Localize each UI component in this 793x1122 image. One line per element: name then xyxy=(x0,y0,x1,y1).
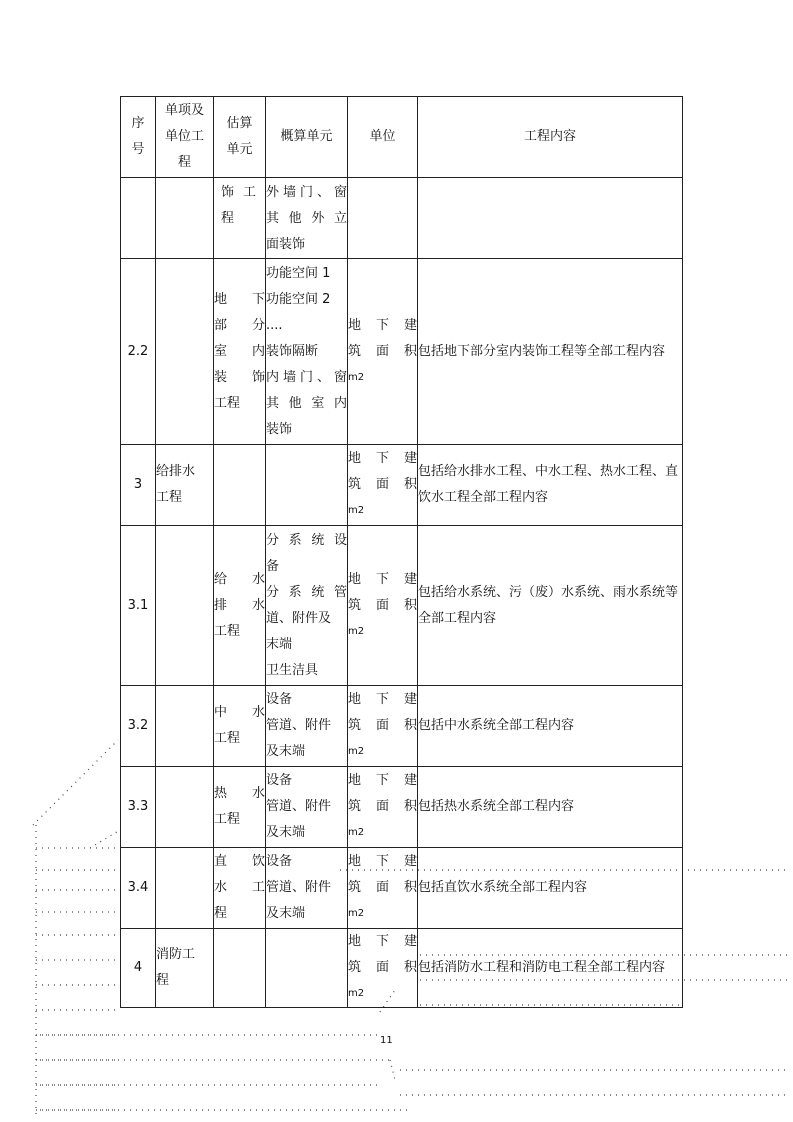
estimate-cell xyxy=(214,445,266,526)
estimate-cell: 给水 排水 工程 xyxy=(214,526,266,686)
item-cell xyxy=(156,686,214,767)
content-cell: 包括直饮水系统全部工程内容 xyxy=(418,848,683,929)
unit-cell: 地下建 筑面积 m2 xyxy=(348,686,418,767)
estimate-cell: 直饮 水工 程 xyxy=(214,848,266,929)
item-cell xyxy=(156,259,214,445)
seq-cell: 3.2 xyxy=(121,686,156,767)
unit-cell: 地下建 筑面积 m2 xyxy=(348,848,418,929)
dotted-leader-line xyxy=(33,740,118,825)
seq-cell: 3.3 xyxy=(121,767,156,848)
unit-cell: 地下建 筑面积 m2 xyxy=(348,929,418,1008)
content-cell: 包括给水系统、污（废）水系统、雨水系统等全部工程内容 xyxy=(418,526,683,686)
table-row xyxy=(121,767,683,848)
budget-unit-cell: 设备 管道、附件 及末端 xyxy=(266,767,348,848)
budget-unit-cell xyxy=(266,929,348,1008)
table-row xyxy=(121,686,683,767)
item-cell xyxy=(156,848,214,929)
unit-cell: 地下建 筑面积 m2 xyxy=(348,259,418,445)
seq-cell xyxy=(121,178,156,259)
table-row xyxy=(121,259,683,445)
seq-cell: 2.2 xyxy=(121,259,156,445)
table-row xyxy=(121,848,683,929)
item-cell: 给排水工程 xyxy=(156,445,214,526)
seq-cell: 3.1 xyxy=(121,526,156,686)
seq-cell: 3 xyxy=(121,445,156,526)
budget-unit-cell: 外墙门、窗 其他外立 面装饰 xyxy=(266,178,348,259)
seq-cell: 4 xyxy=(121,929,156,1008)
estimate-table xyxy=(120,96,683,1008)
dotted-leader-line xyxy=(90,830,120,848)
dotted-leader-line xyxy=(390,1060,395,1080)
item-cell xyxy=(156,178,214,259)
budget-unit-cell: 设备 管道、附件 及末端 xyxy=(266,848,348,929)
table-header-row xyxy=(121,97,683,178)
unit-cell: 地下建 筑面积 m2 xyxy=(348,526,418,686)
unit-cell: 地下建 筑面积 m2 xyxy=(348,445,418,526)
estimate-cell: 饰工 程 xyxy=(214,178,266,259)
estimate-cell xyxy=(214,929,266,1008)
seq-cell: 3.4 xyxy=(121,848,156,929)
table-row xyxy=(121,445,683,526)
header-unit: 单位 xyxy=(348,97,418,178)
content-cell: 包括中水系统全部工程内容 xyxy=(418,686,683,767)
header-content: 工程内容 xyxy=(418,97,683,178)
budget-unit-cell: 功能空间 1 功能空间 2 .... 装饰隔断 内墙门、窗 其他室内 装饰 xyxy=(266,259,348,445)
estimate-cell: 地下 部分 室内 装饰 工程 xyxy=(214,259,266,445)
unit-cell xyxy=(348,178,418,259)
header-item: 单项及 单位工 程 xyxy=(156,97,214,178)
header-budget-unit: 概算单元 xyxy=(266,97,348,178)
budget-unit-cell: 设备 管道、附件 及末端 xyxy=(266,686,348,767)
header-seq: 序 号 xyxy=(121,97,156,178)
table-row xyxy=(121,178,683,259)
page-number: 11 xyxy=(380,1035,393,1046)
estimate-cell: 中水 工程 xyxy=(214,686,266,767)
table-row xyxy=(121,929,683,1008)
content-cell: 包括热水系统全部工程内容 xyxy=(418,767,683,848)
content-cell: 包括消防水工程和消防电工程全部工程内容 xyxy=(418,929,683,1008)
estimate-cell: 热水 工程 xyxy=(214,767,266,848)
content-cell: 包括给水排水工程、中水工程、热水工程、直饮水工程全部工程内容 xyxy=(418,445,683,526)
budget-unit-cell: 分系统设 备 分系统管 道、附件及 末端 卫生洁具 xyxy=(266,526,348,686)
content-cell: 包括地下部分室内装饰工程等全部工程内容 xyxy=(418,259,683,445)
header-estimate-unit: 估算 单元 xyxy=(214,97,266,178)
unit-cell: 地下建 筑面积 m2 xyxy=(348,767,418,848)
table-row xyxy=(121,526,683,686)
content-cell xyxy=(418,178,683,259)
item-cell xyxy=(156,526,214,686)
budget-unit-cell xyxy=(266,445,348,526)
item-cell xyxy=(156,767,214,848)
item-cell: 消防工程 xyxy=(156,929,214,1008)
